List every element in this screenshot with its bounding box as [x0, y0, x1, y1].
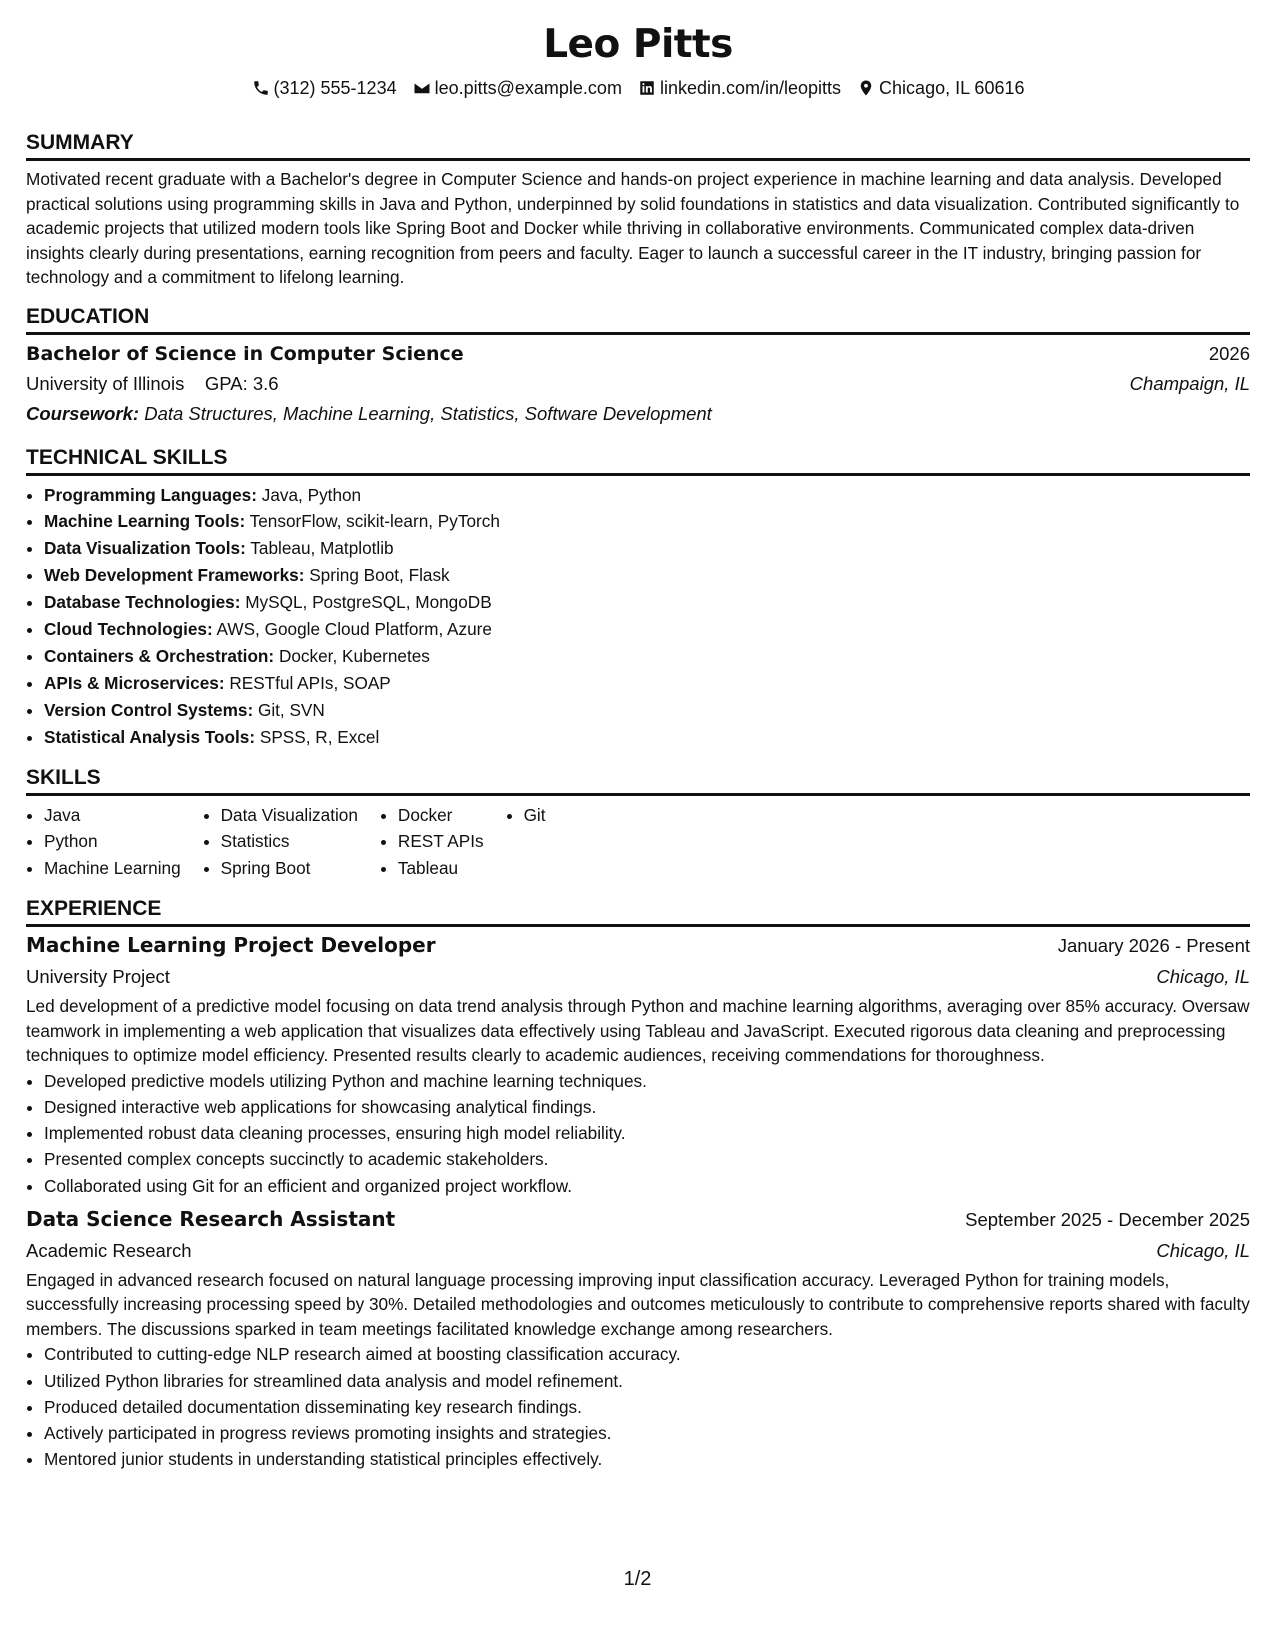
candidate-name: Leo Pitts: [543, 22, 733, 67]
location-text: Chicago, IL 60616: [879, 78, 1025, 98]
skills-section: [26, 765, 1250, 883]
skill-value: Spring Boot, Flask: [309, 565, 450, 586]
job-org-row: [26, 962, 1250, 992]
list-item: • Git: [524, 802, 546, 829]
list-item: • Java: [44, 802, 181, 829]
section-title: EXPERIENCE: [26, 896, 1250, 927]
skill-value: MySQL, PostgreSQL, MongoDB: [245, 592, 492, 613]
contact-location: [857, 76, 1024, 100]
coursework-list: Data Structures, Machine Learning, Statistics, Software Development: [144, 402, 712, 424]
list-item: • Tableau: [398, 855, 484, 882]
job-entry: [26, 1203, 1250, 1473]
skill-value: SPSS, R, Excel: [259, 726, 380, 747]
section-title: TECHNICAL SKILLS: [26, 445, 1250, 476]
linkedin-text: linkedin.com/in/leopitts: [659, 78, 842, 98]
skills-grid: [26, 802, 1250, 883]
skill-label: APIs & Microservices:: [44, 672, 225, 693]
skill-label: Database Technologies:: [44, 592, 241, 613]
list-item: • Docker: [398, 802, 484, 829]
list-item: • Presented complex concepts succinctly to academic stakeholders.: [44, 1146, 1250, 1172]
section-title: EDUCATION: [26, 304, 1250, 335]
coursework: [26, 399, 1250, 429]
list-item: [44, 482, 1250, 509]
list-item: [44, 535, 1250, 562]
degree: Bachelor of Science in Computer Science: [26, 342, 464, 365]
summary-section: [26, 130, 1250, 290]
job-org-row: [26, 1236, 1250, 1266]
skill-label: Statistical Analysis Tools:: [44, 726, 256, 747]
skill-label: Web Development Frameworks:: [44, 565, 305, 586]
map-pin-icon: [857, 79, 875, 97]
job-location: Chicago, IL: [1156, 1239, 1250, 1261]
envelope-icon: [413, 79, 431, 97]
job-bullets: [26, 1341, 1250, 1472]
skill-value: AWS, Google Cloud Platform, Azure: [216, 619, 492, 640]
job-header: [26, 1203, 1250, 1236]
job-header: [26, 929, 1250, 962]
job-title: Machine Learning Project Developer: [26, 933, 436, 958]
job-org: University Project: [26, 966, 170, 988]
list-item: • Statistics: [221, 828, 358, 855]
list-item: • Collaborated using Git for an efficient and organized project workflow.: [44, 1173, 1250, 1199]
summary-text: Motivated recent graduate with a Bachelor's degree in Computer Science and hands-on project experience in machine learning and data analysis. Developed practical solutions using programming skills in Java and Python, underpinned by solid foundations in statistics and data visualization. Contributed significantly to academic projects that utilized modern tools like Spring Boot and Docker while thriving in collaborative environments. Communicated complex data-driven insights clearly during presentations, earning recognition from peers and faculty. Eager to launch a successful career in the IT industry, bringing passion for technology and a commitment to lifelong learning.: [26, 169, 1240, 287]
job-location: Chicago, IL: [1156, 966, 1250, 988]
list-item: • Designed interactive web applications for showcasing analytical findings.: [44, 1094, 1250, 1120]
list-item: [44, 616, 1250, 643]
list-item: • Actively participated in progress reviews promoting insights and strategies.: [44, 1420, 1250, 1446]
list-item: • Utilized Python libraries for streamlined data analysis and model refinement.: [44, 1368, 1250, 1394]
education-row: [26, 339, 1250, 369]
job-entry: [26, 929, 1250, 1199]
section-title: SUMMARY: [26, 130, 1250, 161]
skill-value: Git, SVN: [257, 699, 325, 720]
list-item: • Data Visualization: [221, 802, 358, 829]
skill-value: RESTful APIs, SOAP: [229, 672, 391, 693]
skill-value: TensorFlow, scikit-learn, PyTorch: [249, 511, 500, 532]
skill-value: Tableau, Matplotlib: [250, 538, 394, 559]
skill-label: Programming Languages:: [44, 484, 257, 505]
technical-skills-section: [26, 445, 1250, 751]
skills-column: [26, 802, 181, 883]
school-location: Champaign, IL: [1129, 372, 1250, 394]
school: University of Illinois: [26, 372, 185, 394]
job-dates: September 2025 - December 2025: [965, 1208, 1250, 1230]
job-description: Engaged in advanced research focused on natural language processing improving input classification accuracy. Leveraged Python for training models, successfully increasing processing speed by 30%. Detailed methodologies and outcomes meticulously to contribute to comprehensive reports shared with faculty members. The discussions sparked in team meetings facilitated knowledge exchange among researchers.: [26, 1269, 1250, 1339]
list-item: [44, 697, 1250, 724]
experience-section: [26, 896, 1250, 1472]
list-item: • REST APIs: [398, 828, 484, 855]
phone-text: (312) 555-1234: [273, 78, 397, 98]
job-bullets: [26, 1068, 1250, 1199]
contact-email: [413, 76, 622, 100]
list-item: [44, 724, 1250, 751]
page-number: 1/2: [623, 1568, 652, 1590]
list-item: • Spring Boot: [221, 855, 358, 882]
email-text: leo.pitts@example.com: [434, 78, 622, 98]
list-item: [44, 670, 1250, 697]
section-title: SKILLS: [26, 765, 1250, 796]
phone-icon: [252, 79, 270, 97]
list-item: [44, 643, 1250, 670]
skills-column: [380, 802, 484, 883]
school-line: [26, 369, 279, 399]
job-title: Data Science Research Assistant: [26, 1206, 396, 1231]
job-org: Academic Research: [26, 1239, 192, 1261]
skill-label: Version Control Systems:: [44, 699, 254, 720]
list-item: • Machine Learning: [44, 855, 181, 882]
skill-label: Containers & Orchestration:: [44, 645, 275, 666]
job-dates: January 2026 - Present: [1057, 935, 1250, 957]
list-item: • Python: [44, 828, 181, 855]
education-section: [26, 304, 1250, 429]
contact-phone: [252, 76, 397, 100]
list-item: [44, 508, 1250, 535]
skill-label: Cloud Technologies:: [44, 619, 213, 640]
linkedin-icon: [638, 79, 656, 97]
job-description: Led development of a predictive model focusing on data trend analysis through Python and machine learning algorithms, averaging over 85% accuracy. Oversaw teamwork in implementing a web application that visualizes data effectively using Tableau and JavaScript. Executed rigorous data cleaning and preprocessing techniques to optimize model efficiency. Presented results clearly to academic audiences, receiving commendations for thoroughness.: [26, 996, 1250, 1066]
coursework-label: Coursework:: [26, 402, 140, 424]
skill-value: Java, Python: [261, 484, 362, 505]
list-item: • Implemented robust data cleaning processes, ensuring high model reliability.: [44, 1120, 1250, 1146]
skill-label: Data Visualization Tools:: [44, 538, 246, 559]
list-item: • Developed predictive models utilizing Python and machine learning techniques.: [44, 1068, 1250, 1094]
skill-value: Docker, Kubernetes: [278, 645, 430, 666]
graduation-year: 2026: [1208, 342, 1250, 364]
list-item: • Mentored junior students in understanding statistical principles effectively.: [44, 1446, 1250, 1472]
skill-label: Machine Learning Tools:: [44, 511, 246, 532]
list-item: [44, 589, 1250, 616]
list-item: [44, 562, 1250, 589]
list-item: • Contributed to cutting-edge NLP research aimed at boosting classification accuracy.: [44, 1341, 1250, 1367]
skills-column: [203, 802, 358, 883]
education-school-row: [26, 369, 1250, 399]
gpa: GPA: 3.6: [204, 372, 279, 394]
skills-column: [506, 802, 546, 883]
technical-skills-list: [26, 482, 1250, 751]
contact-linkedin: [638, 76, 841, 100]
list-item: • Produced detailed documentation disseminating key research findings.: [44, 1394, 1250, 1420]
contact-bar: [26, 76, 1250, 100]
resume-page: [26, 20, 1250, 1472]
